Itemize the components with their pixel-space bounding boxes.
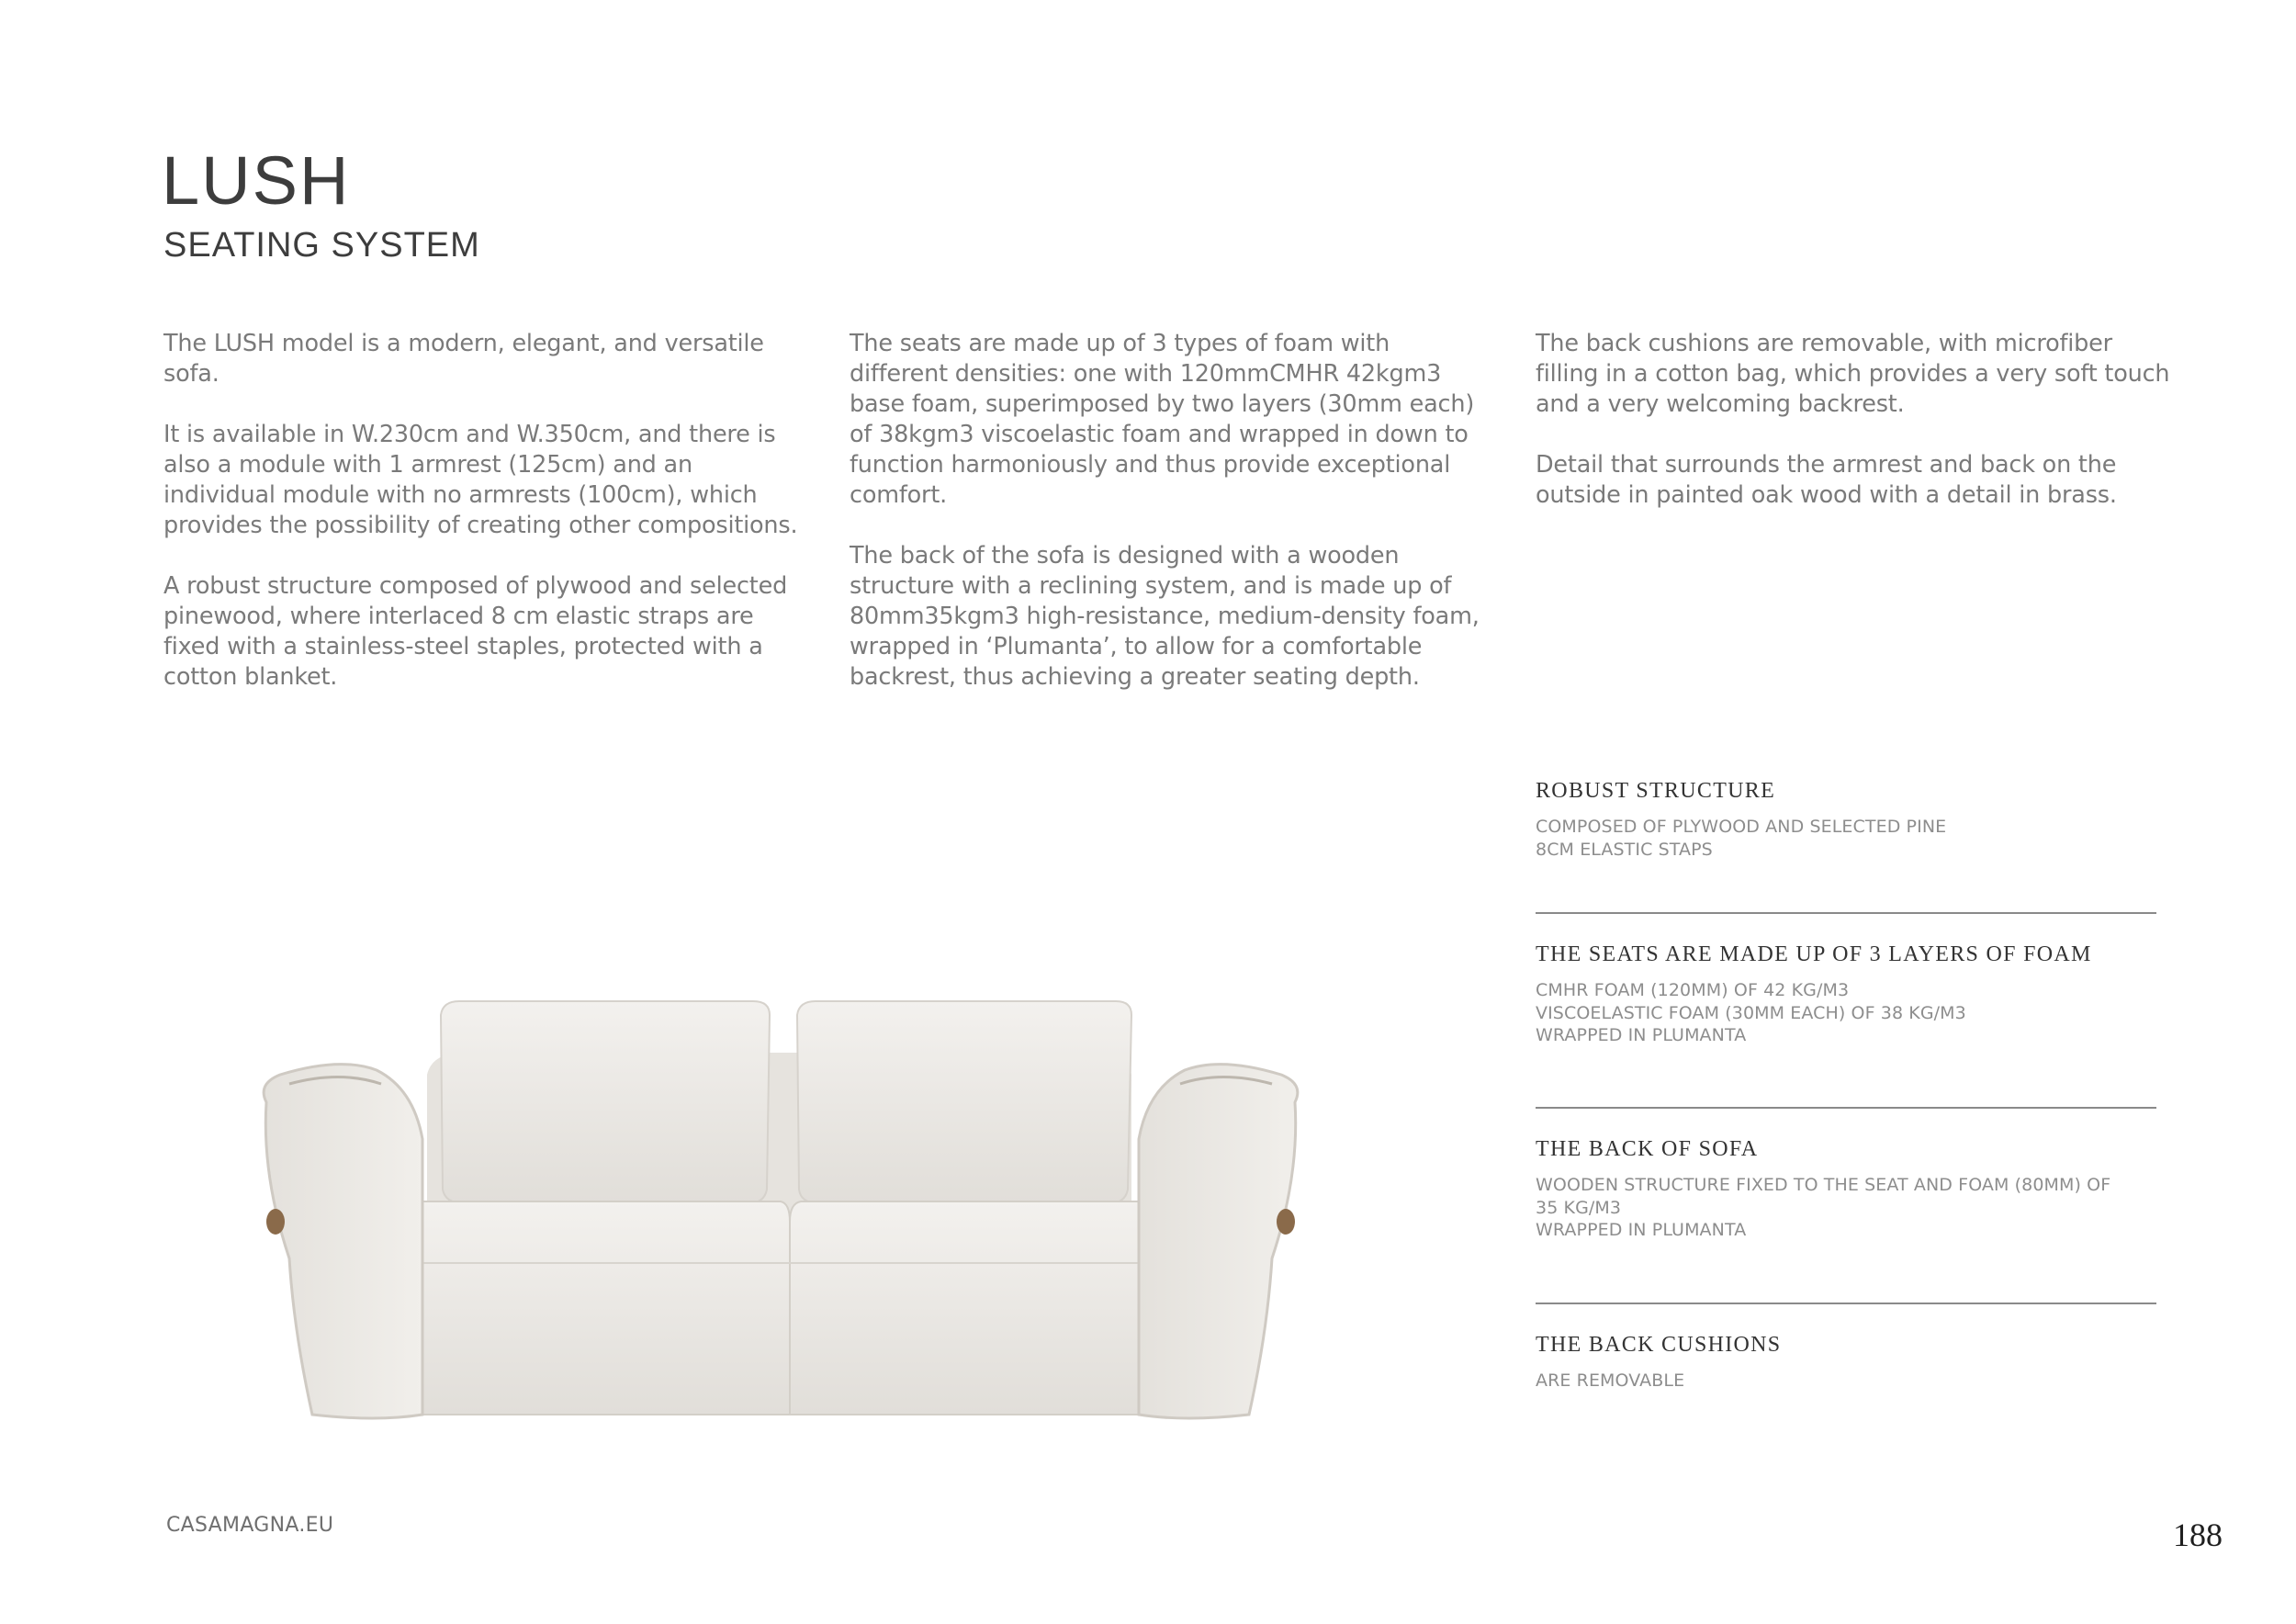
feature-line: WRAPPED IN PLUMANTA <box>1536 1025 1747 1045</box>
product-title: LUSH <box>162 142 351 219</box>
feature-back-of-sofa <box>1536 1135 2156 1242</box>
description-column-1 <box>163 329 806 723</box>
sofa-product-photo <box>239 983 1322 1442</box>
feature-heading: ROBUST STRUCTURE <box>1536 779 1776 803</box>
feature-line: WOODEN STRUCTURE FIXED TO THE SEAT AND FOAM (80MM) OF <box>1536 1175 2111 1195</box>
feature-line: 35 KG/M3 <box>1536 1197 1622 1218</box>
armrest-left <box>264 1065 422 1418</box>
wood-detail-right <box>1277 1209 1295 1235</box>
armrest-right <box>1139 1065 1298 1418</box>
feature-description <box>1536 816 2156 861</box>
product-subtitle: SEATING SYSTEM <box>163 226 480 265</box>
wood-detail-left <box>266 1209 285 1235</box>
seat-cushion-left <box>395 1201 790 1415</box>
divider <box>1536 1107 2156 1109</box>
feature-line: ARE REMOVABLE <box>1536 1370 1685 1391</box>
description-column-2 <box>850 329 1492 723</box>
page-number: 188 <box>2173 1517 2223 1553</box>
feature-seats-foam <box>1536 941 2156 1047</box>
back-cushion-left <box>441 1001 770 1203</box>
feature-line: 8CM ELASTIC STAPS <box>1536 839 1713 860</box>
back-cushion-right <box>797 1001 1131 1203</box>
feature-line: WRAPPED IN PLUMANTA <box>1536 1220 1747 1240</box>
feature-robust-structure <box>1536 777 2156 861</box>
description-paragraph: A robust structure composed of plywood and selected pinewood, where interlaced 8 cm elastic straps are fixed with a stainless-steel staples, protected with a cotton blanket. <box>163 572 788 691</box>
divider <box>1536 1303 2156 1304</box>
description-paragraph: Detail that surrounds the armrest and back on the outside in painted oak wood with a detail in brass. <box>1536 451 2117 509</box>
description-paragraph: It is available in W.230cm and W.350cm, and there is also a module with 1 armrest (125cm) and an individual module with no armrests (100cm), which provides the possibility of creating other compositions. <box>163 421 798 539</box>
feature-line: COMPOSED OF PLYWOOD AND SELECTED PINE <box>1536 817 1947 837</box>
feature-heading: THE SEATS ARE MADE UP OF 3 LAYERS OF FOAM <box>1536 942 2092 966</box>
feature-description <box>1536 979 2156 1047</box>
description-paragraph: The back of the sofa is designed with a wooden structure with a reclining system, and is made up of 80mm35kgm3 high-resistance, medium-density foam, wrapped in ‘Plumanta’, to allow for a comfortable backrest, thus achieving a greater seating depth. <box>850 542 1480 691</box>
feature-heading: THE BACK OF SOFA <box>1536 1137 1759 1161</box>
feature-description <box>1536 1370 2156 1393</box>
feature-heading: THE BACK CUSHIONS <box>1536 1333 1782 1357</box>
feature-back-cushions <box>1536 1331 2156 1393</box>
feature-description <box>1536 1174 2156 1242</box>
divider <box>1536 912 2156 914</box>
description-paragraph: The LUSH model is a modern, elegant, and versatile sofa. <box>163 330 764 388</box>
feature-line: CMHR FOAM (120MM) OF 42 KG/M3 <box>1536 980 1850 1000</box>
footer-website[interactable]: CASAMAGNA.EU <box>166 1514 334 1537</box>
description-column-3 <box>1536 329 2178 541</box>
feature-line: VISCOELASTIC FOAM (30MM EACH) OF 38 KG/M3 <box>1536 1002 1966 1023</box>
description-paragraph: The seats are made up of 3 types of foam with different densities: one with 120mmCMHR 42kgm3 base foam, superimposed by two layers (30mm each) of 38kgm3 viscoelastic foam and wrapped in down to function harmoniously and thus provide exceptional comfort. <box>850 330 1475 509</box>
seat-cushion-right <box>790 1201 1192 1415</box>
description-paragraph: The back cushions are removable, with microfiber filling in a cotton bag, which provides a very soft touch and a very welcoming backrest. <box>1536 330 2170 418</box>
